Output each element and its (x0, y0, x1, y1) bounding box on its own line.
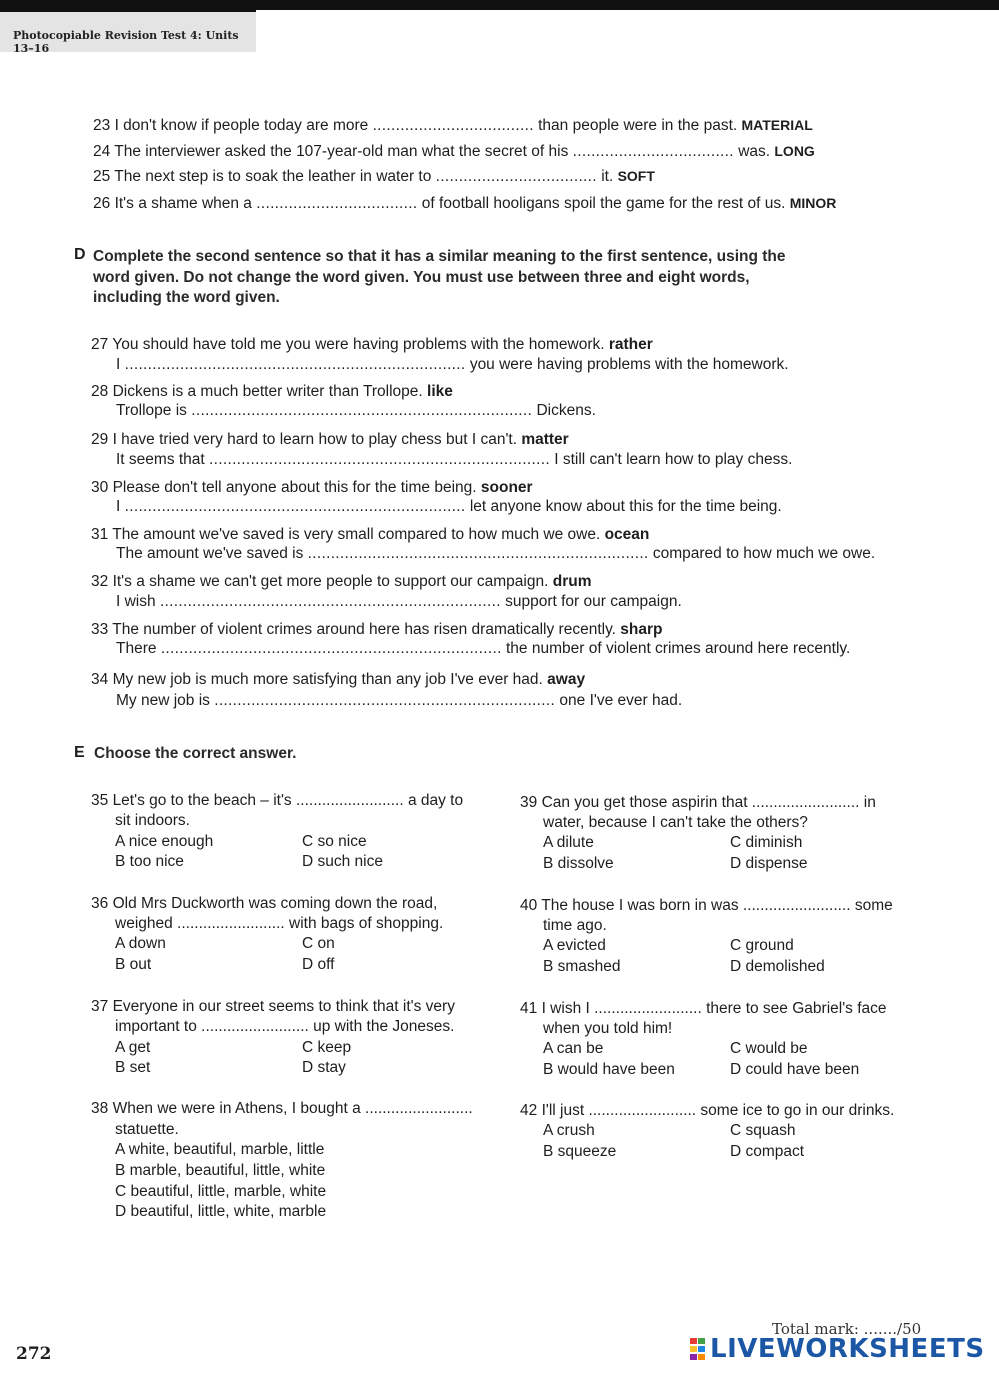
question-35-line2: sit indoors. (115, 812, 190, 829)
section-d-instruction-1: Complete the second sentence so that it has a similar meaning to the first sentence, using the (93, 248, 786, 265)
question-40-line2: time ago. (543, 917, 607, 934)
option-36b[interactable]: B out (115, 956, 152, 973)
answer-blank[interactable]: ................................... (435, 168, 597, 185)
answer-blank[interactable]: .......................................................................... (159, 593, 501, 610)
option-35d[interactable]: D such nice (302, 853, 383, 870)
question-33-rewrite: There .......................................................................... the number of violent crimes around here recently. (116, 640, 851, 657)
option-40c[interactable]: C ground (730, 937, 794, 954)
answer-blank[interactable]: .......................................................................... (124, 498, 466, 515)
answer-blank[interactable]: .......................................................................... (160, 640, 502, 657)
answer-blank[interactable]: .......................................................................... (191, 402, 533, 419)
question-25: 25 The next step is to soak the leather in water to ................................... it. SOFT (93, 168, 655, 185)
option-42d[interactable]: D compact (730, 1143, 805, 1160)
question-32-rewrite: I wish .......................................................................... support for our campaign. (116, 593, 682, 610)
answer-blank[interactable]: .......................................................................... (214, 692, 556, 709)
question-29-sentence: 29 I have tried very hard to learn how to play chess but I can't. matter (91, 431, 569, 448)
question-34-sentence: 34 My new job is much more satisfying than any job I've ever had. away (91, 671, 586, 688)
question-27-sentence: 27 You should have told me you were having problems with the homework. rather (91, 336, 653, 353)
option-39b[interactable]: B dissolve (543, 855, 614, 872)
question-31-rewrite: The amount we've saved is .......................................................................... compared to how much we owe. (116, 545, 876, 562)
section-d-letter: D (74, 246, 86, 263)
question-39-line2: water, because I can't take the others? (543, 814, 808, 831)
question-31-sentence: 31 The amount we've saved is very small compared to how much we owe. ocean (91, 526, 650, 543)
question-27-rewrite: I .......................................................................... you were having problems with the homework. (116, 356, 789, 373)
keyword: sooner (480, 479, 533, 496)
option-35c[interactable]: C so nice (302, 833, 367, 850)
keyword: LONG (774, 143, 815, 159)
question-37-line2: important to ......................... up with the Joneses. (115, 1018, 455, 1035)
option-37a[interactable]: A get (115, 1039, 151, 1056)
question-35-line1: 35 Let's go to the beach – it's ......................... a day to (91, 792, 464, 809)
option-38c[interactable]: C beautiful, little, marble, white (115, 1183, 327, 1200)
answer-blank[interactable]: ................................... (256, 195, 418, 212)
keyword: SOFT (617, 168, 655, 184)
logo-grid-icon (690, 1338, 706, 1360)
option-40a[interactable]: A evicted (543, 937, 606, 954)
question-36-line2: weighed ......................... with bags of shopping. (115, 915, 444, 932)
option-35a[interactable]: A nice enough (115, 833, 214, 850)
question-30-sentence: 30 Please don't tell anyone about this for the time being. sooner (91, 479, 533, 496)
option-41c[interactable]: C would be (730, 1040, 808, 1057)
question-28-rewrite: Trollope is .......................................................................... Dickens. (116, 402, 596, 419)
option-37c[interactable]: C keep (302, 1039, 352, 1056)
option-38a[interactable]: A white, beautiful, marble, little (115, 1141, 325, 1158)
question-37-line1: 37 Everyone in our street seems to think that it's very (91, 998, 455, 1015)
page-header-title: Photocopiable Revision Test 4: Units 13–16 (13, 29, 239, 55)
option-36d[interactable]: D off (302, 956, 335, 973)
option-36c[interactable]: C on (302, 935, 335, 952)
option-36a[interactable]: A down (115, 935, 166, 952)
liveworksheets-logo (690, 1334, 985, 1364)
keyword: ocean (604, 526, 650, 543)
question-28-sentence: 28 Dickens is a much better writer than Trollope. like (91, 383, 453, 400)
keyword: like (427, 383, 453, 400)
logo-text: LIVEWORKSHEETS (710, 1334, 985, 1364)
keyword: away (547, 671, 586, 688)
option-40b[interactable]: B smashed (543, 958, 621, 975)
top-border (0, 0, 999, 10)
option-41b[interactable]: B would have been (543, 1061, 675, 1078)
question-41-line2: when you told him! (543, 1020, 673, 1037)
question-26: 26 It's a shame when a ................................... of football hooligans spoil the game for the rest of us. MINOR (93, 195, 837, 212)
question-29-rewrite: It seems that .......................................................................... I still can't learn how to play chess. (116, 451, 793, 468)
section-d-instruction-2: word given. Do not change the word given. You must use between three and eight words, (93, 269, 750, 286)
option-38d[interactable]: D beautiful, little, white, marble (115, 1203, 327, 1220)
option-39c[interactable]: C diminish (730, 834, 803, 851)
option-42b[interactable]: B squeeze (543, 1143, 617, 1160)
question-40-line1: 40 The house I was born in was ......................... some (520, 897, 893, 914)
question-38-line2: statuette. (115, 1121, 179, 1138)
answer-blank[interactable]: ................................... (572, 143, 734, 160)
keyword: sharp (620, 621, 663, 638)
page-number: 272 (16, 1344, 52, 1364)
option-41d[interactable]: D could have been (730, 1061, 860, 1078)
question-38-line1: 38 When we were in Athens, I bought a ......................... (91, 1100, 473, 1117)
option-41a[interactable]: A can be (543, 1040, 604, 1057)
keyword: rather (608, 336, 653, 353)
section-d-instruction-3: including the word given. (93, 289, 280, 306)
option-42a[interactable]: A crush (543, 1122, 595, 1139)
option-40d[interactable]: D demolished (730, 958, 825, 975)
keyword: MATERIAL (741, 117, 813, 133)
question-39-line1: 39 Can you get those aspirin that ......................... in (520, 794, 876, 811)
question-42-line1: 42 I'll just ......................... some ice to go in our drinks. (520, 1102, 895, 1119)
section-e-instruction: Choose the correct answer. (94, 745, 297, 762)
question-30-rewrite: I .......................................................................... let anyone know about this for the time being. (116, 498, 782, 515)
keyword: matter (521, 431, 569, 448)
total-mark: Total mark: ......./50 (772, 1320, 922, 1338)
option-42c[interactable]: C squash (730, 1122, 796, 1139)
answer-blank[interactable]: ................................... (372, 117, 534, 134)
keyword: drum (552, 573, 592, 590)
answer-blank[interactable]: .......................................................................... (307, 545, 649, 562)
question-36-line1: 36 Old Mrs Duckworth was coming down the road, (91, 895, 438, 912)
answer-blank[interactable]: .......................................................................... (209, 451, 550, 468)
option-37d[interactable]: D stay (302, 1059, 346, 1076)
option-35b[interactable]: B too nice (115, 853, 184, 870)
question-23: 23 I don't know if people today are more ................................... than people were in the past. MATERIAL (93, 117, 813, 134)
option-39d[interactable]: D dispense (730, 855, 808, 872)
option-37b[interactable]: B set (115, 1059, 151, 1076)
answer-blank[interactable]: .......................................................................... (124, 356, 466, 373)
keyword: MINOR (789, 195, 837, 211)
question-34-rewrite: My new job is .......................................................................... one I've ever had. (116, 692, 683, 709)
question-33-sentence: 33 The number of violent crimes around here has risen dramatically recently. sharp (91, 621, 663, 638)
option-38b[interactable]: B marble, beautiful, little, white (115, 1162, 326, 1179)
option-39a[interactable]: A dilute (543, 834, 594, 851)
section-e-letter: E (74, 744, 85, 761)
header-tab (0, 10, 256, 55)
question-32-sentence: 32 It's a shame we can't get more people to support our campaign. drum (91, 573, 592, 590)
question-41-line1: 41 I wish I ......................... there to see Gabriel's face (520, 1000, 887, 1017)
question-24: 24 The interviewer asked the 107-year-old man what the secret of his ................................... was. LONG (93, 143, 815, 160)
